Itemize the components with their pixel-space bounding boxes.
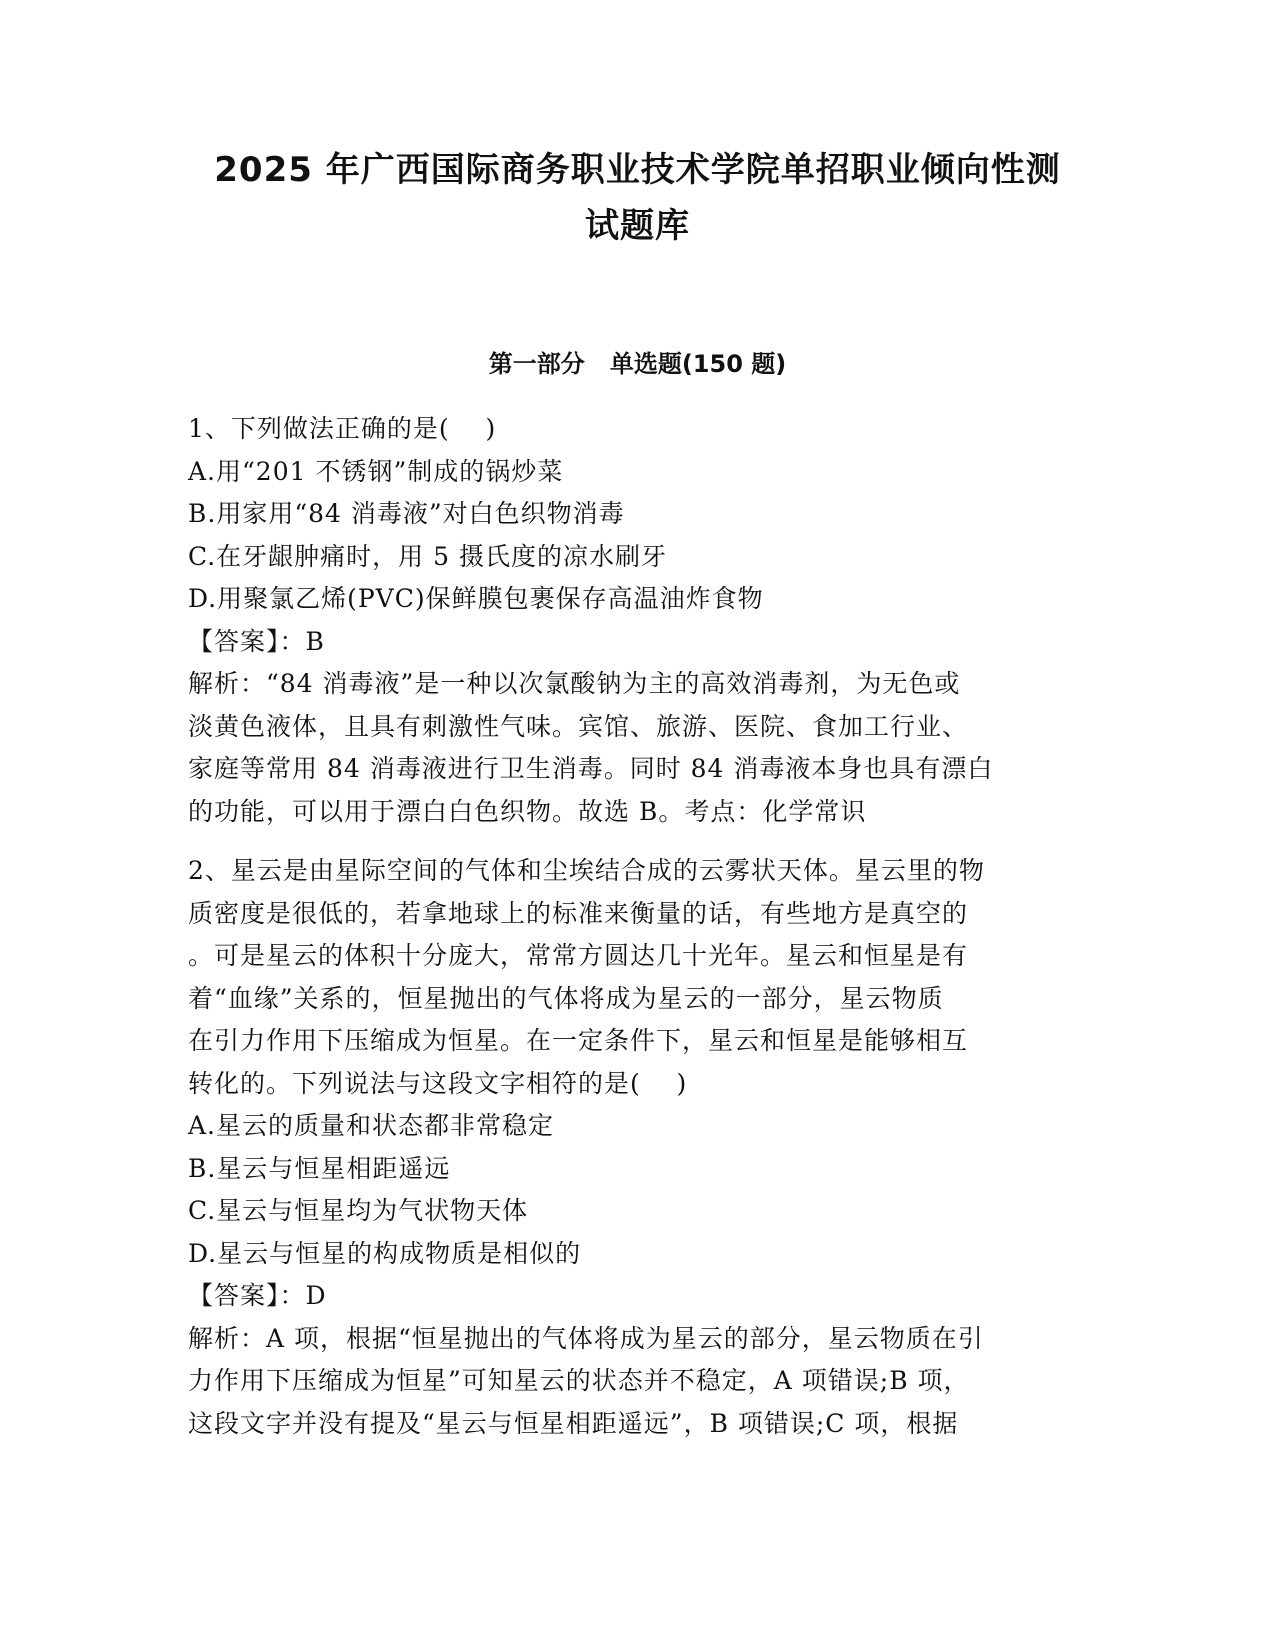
question-stem: 转化的。下列说法与这段文字相符的是( ) [188, 1068, 688, 1098]
explanation-line: 力作用下压缩成为恒星”可知星云的状态并不稳定，A 项错误;B 项， [188, 1366, 970, 1395]
question-stem: 在引力作用下压缩成为恒星。在一定条件下，星云和恒星是能够相互 [188, 1026, 969, 1055]
question-2 [188, 850, 1088, 1445]
answer-line: 【答案】：D [188, 1281, 327, 1310]
option-d: D.星云与恒星的构成物质是相似的 [188, 1238, 582, 1268]
answer-line: 【答案】：B [188, 626, 325, 656]
explanation-line: 这段文字并没有提及“星云与恒星相距遥远”，B 项错误;C 项，根据 [188, 1408, 959, 1438]
option-a: A.用“201 不锈钢”制成的锅炒菜 [188, 456, 564, 486]
explanation-line: 家庭等常用 84 消毒液进行卫生消毒。同时 84 消毒液本身也具有漂白 [188, 754, 994, 783]
option-b: B.星云与恒星相距遥远 [188, 1153, 451, 1183]
question-list [188, 408, 1088, 1445]
explanation-line: 的功能，可以用于漂白白色织物。故选 B。考点：化学常识 [188, 796, 867, 826]
question-stem: 质密度是很低的，若拿地球上的标准来衡量的话，有些地方是真空的 [188, 898, 969, 928]
question-stem: 着“血缘”关系的，恒星抛出的气体将成为星云的一部分，星云物质 [188, 983, 944, 1013]
explanation-line: 解析：A 项，根据“恒星抛出的气体将成为星云的部分，星云物质在引 [188, 1323, 984, 1353]
question-stem: 2、星云是由星际空间的气体和尘埃结合成的云雾状天体。星云里的物 [188, 856, 985, 885]
section-heading: 第一部分 单选题(150 题) [488, 350, 787, 378]
question-stem: 。可是星云的体积十分庞大，常常方圆达几十光年。星云和恒星是有 [188, 941, 969, 970]
option-a: A.星云的质量和状态都非常稳定 [188, 1111, 555, 1140]
document-title-line-2: 试题库 [585, 206, 690, 246]
question-spacer [188, 833, 1088, 850]
document-title-line-1: 2025 年广西国际商务职业技术学院单招职业倾向性测 [214, 150, 1061, 190]
question-stem: 1、下列做法正确的是( ) [188, 414, 497, 443]
explanation-line: 淡黄色液体，且具有刺激性气味。宾馆、旅游、医院、食加工行业、 [188, 711, 969, 741]
question-1 [188, 408, 1088, 833]
option-d: D.用聚氯乙烯(PVC)保鲜膜包裹保存高温油炸食物 [188, 584, 764, 613]
option-b: B.用家用“84 消毒液”对白色织物消毒 [188, 499, 625, 528]
document-title [140, 142, 1135, 254]
option-c: C.在牙龈肿痛时，用 5 摄氏度的凉水刷牙 [188, 541, 667, 571]
option-c: C.星云与恒星均为气状物天体 [188, 1196, 529, 1225]
explanation-line: 解析：“84 消毒液”是一种以次氯酸钠为主的高效消毒剂，为无色或 [188, 669, 961, 698]
